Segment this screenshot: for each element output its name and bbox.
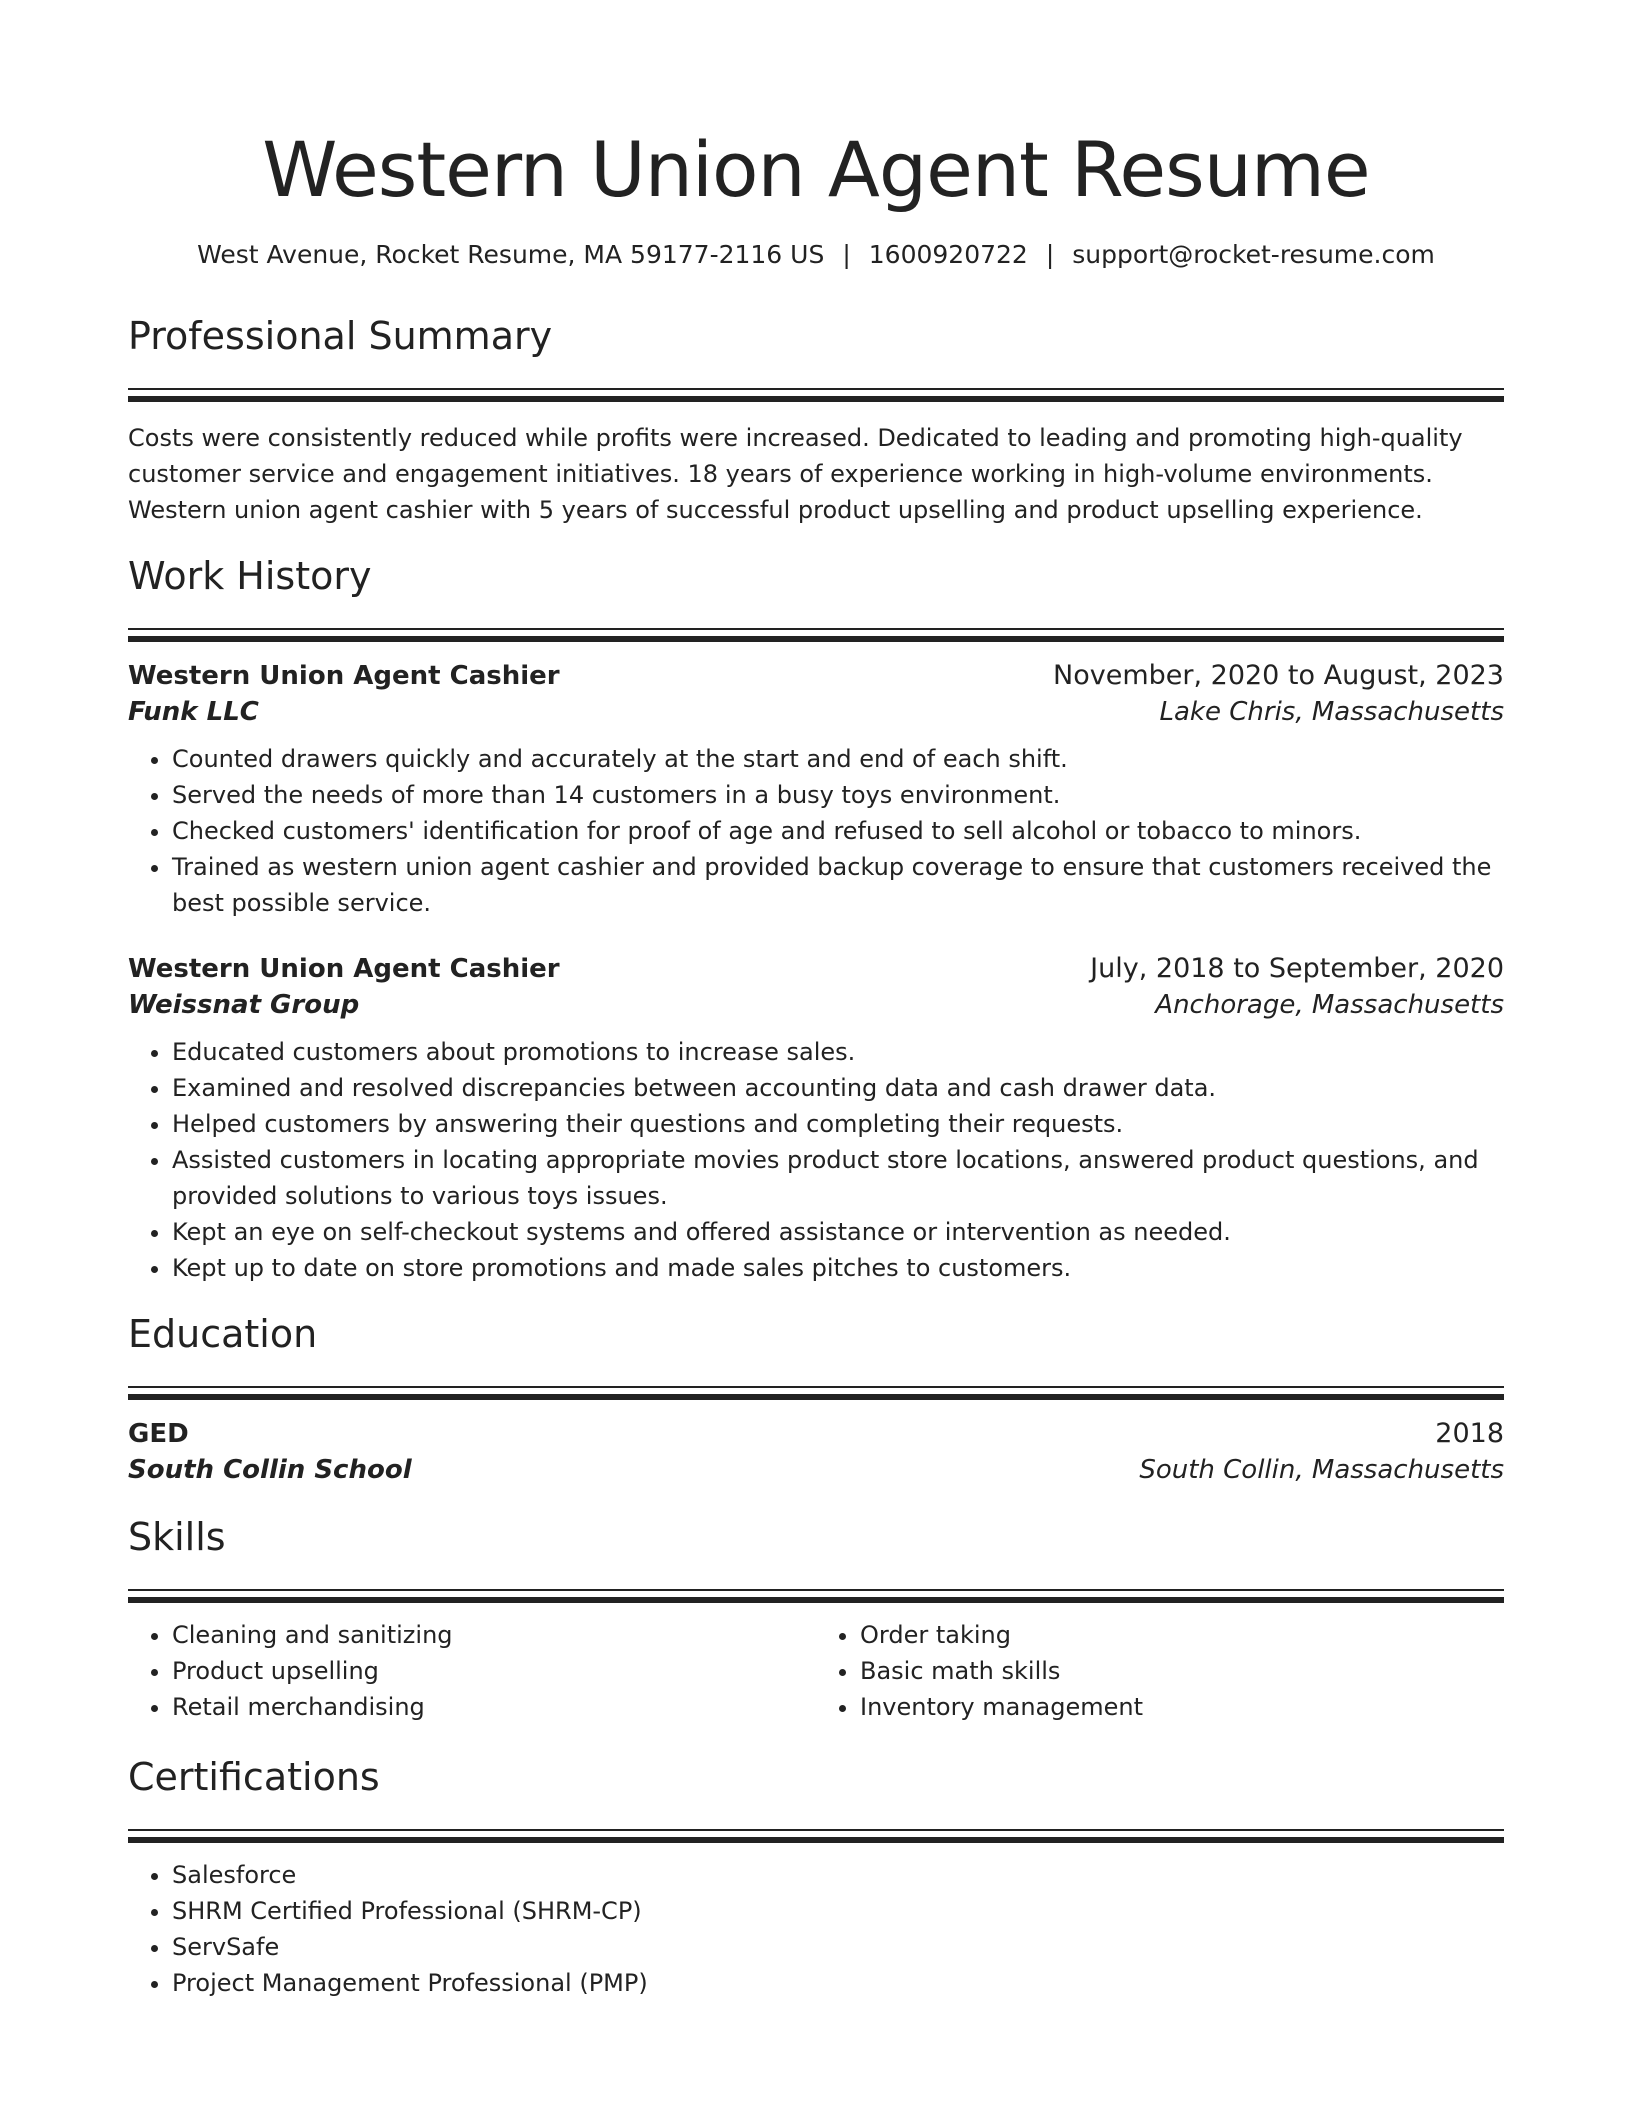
list-item: • Inventory management (860, 1689, 1504, 1725)
summary-section (128, 312, 1504, 528)
list-item: • Salesforce (172, 1857, 1504, 1893)
skills-list-right (816, 1617, 1504, 1725)
job-entry (128, 953, 1504, 1286)
section-heading-work-history: Work History (128, 554, 372, 598)
summary-text: Costs were consistently reduced while profits were increased. Dedicated to leading and promoting high-quality customer service and engagement initiatives. 18 years of experience working in high-volume environments. Western union agent cashier with 5 years of successful product upselling and product upselling experience. (128, 424, 1463, 524)
list-item: • SHRM Certified Professional (SHRM-CP) (172, 1893, 1504, 1929)
education-section (128, 1310, 1504, 1485)
education-school: South Collin School (128, 1455, 412, 1485)
job-company: Weissnat Group (128, 990, 360, 1020)
section-divider (128, 1829, 1504, 1843)
job-title: Western Union Agent Cashier (128, 954, 560, 984)
list-item: • Cleaning and sanitizing (172, 1617, 816, 1653)
job-entry (128, 660, 1504, 921)
resume-title: Western Union Agent Resume (262, 125, 1370, 214)
section-heading-education: Education (128, 1312, 318, 1356)
contact-email: support@rocket-resume.com (1072, 240, 1435, 269)
list-item: • ServSafe (172, 1929, 1504, 1965)
job-bullet-list (128, 741, 1504, 921)
section-divider (128, 1589, 1504, 1603)
job-location: Lake Chris, Massachusetts (1159, 697, 1504, 727)
skills-columns (128, 1617, 1504, 1725)
education-school-row (128, 1455, 1504, 1485)
contact-line (128, 238, 1504, 272)
job-title: Western Union Agent Cashier (128, 661, 560, 691)
section-heading-summary: Professional Summary (128, 314, 553, 358)
list-item: • Checked customers' identification for proof of age and refused to sell alcohol or tobacco to minors. (172, 813, 1504, 849)
job-header-row (128, 660, 1504, 691)
section-heading-skills: Skills (128, 1515, 226, 1559)
contact-address: West Avenue, Rocket Resume, MA 59177-2116 US (197, 240, 825, 269)
job-company-row (128, 990, 1504, 1020)
contact-separator: | (1045, 240, 1055, 269)
list-item: • Helped customers by answering their questions and completing their requests. (172, 1106, 1504, 1142)
job-header-row (128, 953, 1504, 984)
job-company-row (128, 697, 1504, 727)
list-item: • Product upselling (172, 1653, 816, 1689)
work-history-section (128, 552, 1504, 1286)
job-bullet-list (128, 1034, 1504, 1286)
list-item: • Served the needs of more than 14 customers in a busy toys environment. (172, 777, 1504, 813)
contact-separator: | (842, 240, 851, 269)
job-dates: November, 2020 to August, 2023 (1053, 660, 1504, 691)
list-item: • Basic math skills (860, 1653, 1504, 1689)
list-item: • Kept an eye on self-checkout systems and offered assistance or intervention as needed. (172, 1214, 1504, 1250)
education-degree: GED (128, 1419, 189, 1449)
skills-list-left (128, 1617, 816, 1725)
education-header-row (128, 1418, 1504, 1449)
certifications-list (128, 1857, 1504, 2001)
section-heading-certifications: Certifications (128, 1755, 380, 1799)
list-item: • Assisted customers in locating appropriate movies product store locations, answered product questions, and provided solutions to various toys issues. (172, 1142, 1504, 1214)
list-item: • Trained as western union agent cashier and provided backup coverage to ensure that customers received the best possible service. (172, 849, 1504, 921)
list-item: • Order taking (860, 1617, 1504, 1653)
job-dates: July, 2018 to September, 2020 (1090, 953, 1504, 984)
list-item: • Educated customers about promotions to increase sales. (172, 1034, 1504, 1070)
education-year: 2018 (1435, 1418, 1504, 1449)
section-divider (128, 628, 1504, 642)
education-location: South Collin, Massachusetts (1139, 1455, 1504, 1485)
list-item: • Examined and resolved discrepancies between accounting data and cash drawer data. (172, 1070, 1504, 1106)
list-item: • Kept up to date on store promotions and made sales pitches to customers. (172, 1250, 1504, 1286)
certifications-section (128, 1753, 1504, 2001)
list-item: • Project Management Professional (PMP) (172, 1965, 1504, 2001)
job-location: Anchorage, Massachusetts (1155, 990, 1504, 1020)
section-divider (128, 1386, 1504, 1400)
job-company: Funk LLC (128, 697, 259, 727)
contact-phone: 1600920722 (868, 240, 1028, 269)
section-divider (128, 388, 1504, 402)
list-item: • Retail merchandising (172, 1689, 816, 1725)
list-item: • Counted drawers quickly and accurately at the start and end of each shift. (172, 741, 1504, 777)
skills-section (128, 1513, 1504, 1725)
